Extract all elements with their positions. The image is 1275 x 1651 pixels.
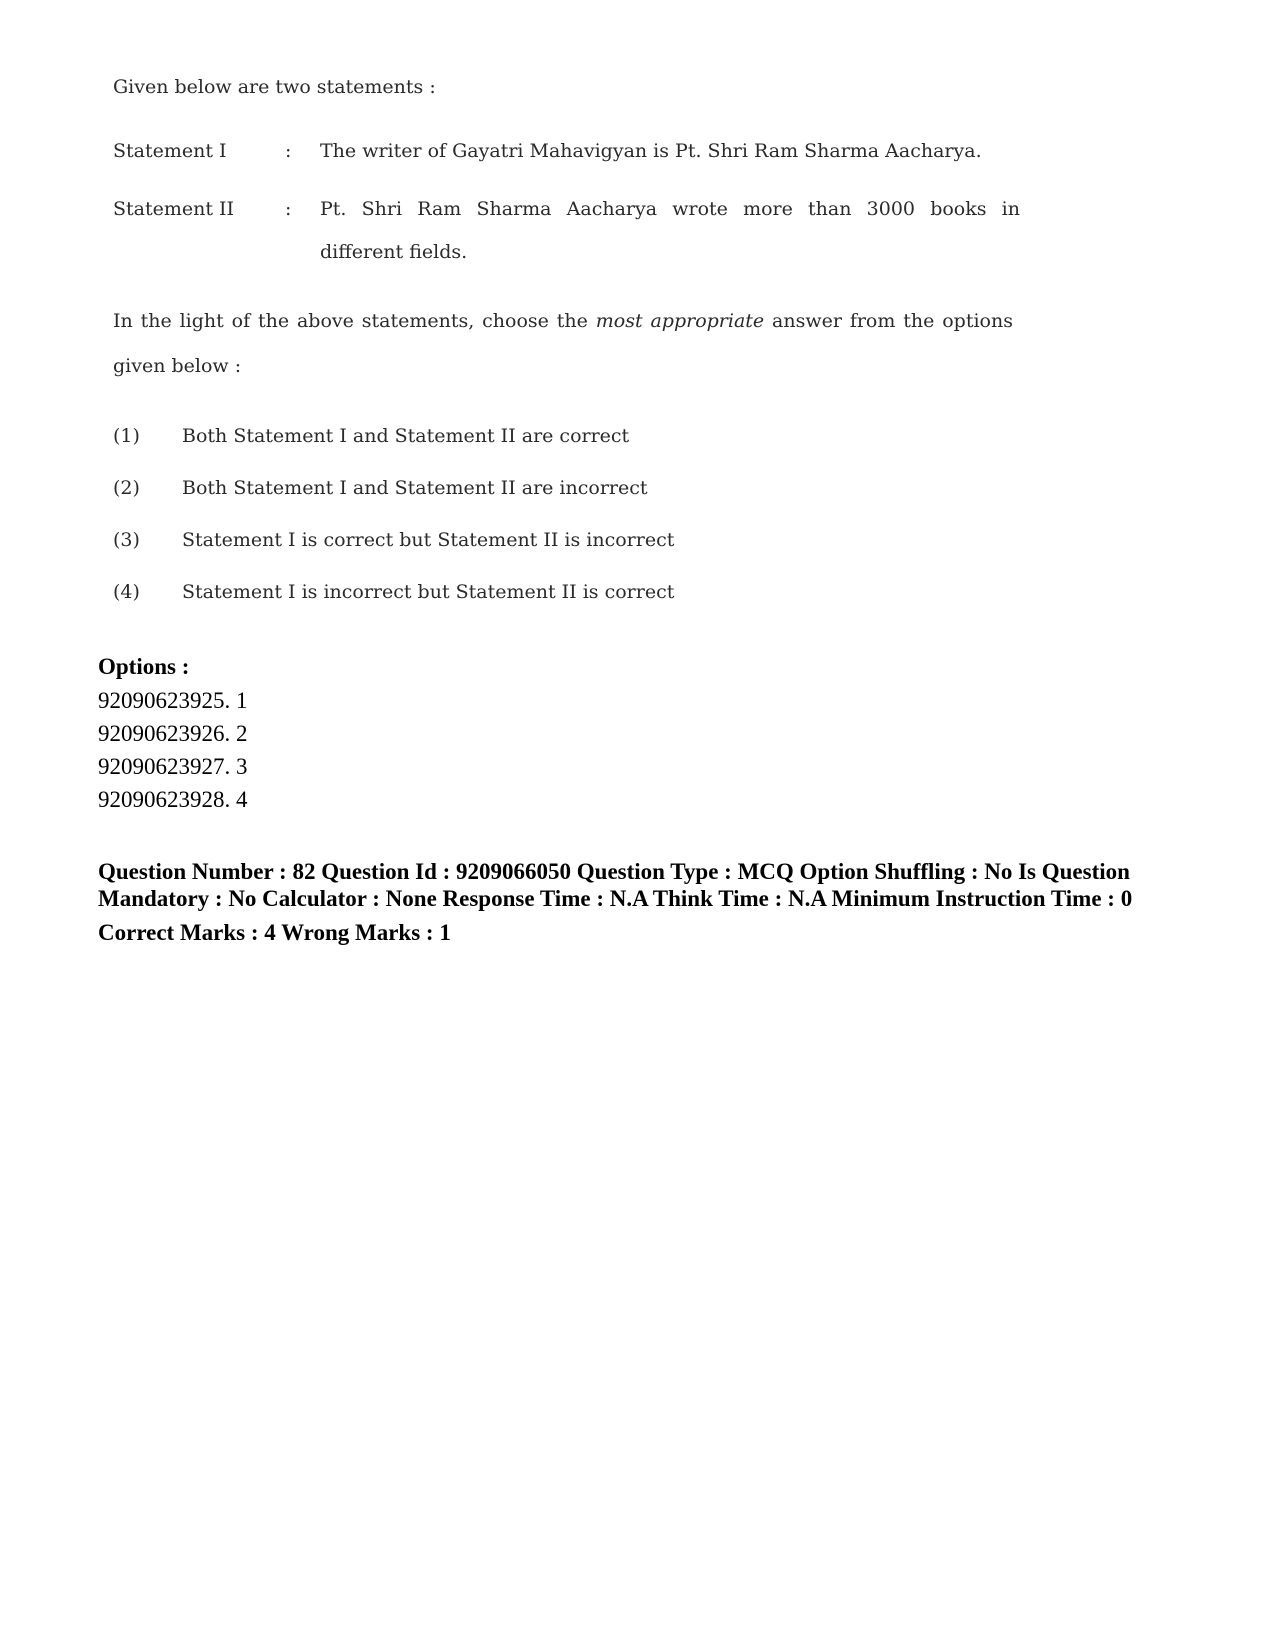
choice-4-number: (4) bbox=[113, 581, 140, 603]
choice-2-number: (2) bbox=[113, 477, 140, 499]
choice-2-text: Both Statement I and Statement II are incorrect bbox=[182, 477, 648, 499]
choice-1-number: (1) bbox=[113, 425, 140, 447]
question-intro: Given below are two statements : bbox=[113, 76, 436, 98]
statement-1-text: The writer of Gayatri Mahavigyan is Pt. Shri Ram Sharma Aacharya. bbox=[320, 140, 982, 162]
instruction-before: In the light of the above statements, choose the bbox=[113, 310, 588, 332]
instruction-line-1 bbox=[113, 310, 1013, 332]
option-id-4: 92090623928. 4 bbox=[98, 787, 248, 812]
options-heading: Options : bbox=[98, 654, 190, 679]
statement-2-text-line-1: Pt. Shri Ram Sharma Aacharya wrote more than 3000 books in bbox=[320, 198, 1020, 220]
choice-1-text: Both Statement I and Statement II are correct bbox=[182, 425, 630, 447]
option-id-1: 92090623925. 1 bbox=[98, 688, 248, 713]
choice-4-text: Statement I is incorrect but Statement II is correct bbox=[182, 581, 675, 603]
statement-2-text-line-2: different fields. bbox=[320, 241, 468, 263]
option-id-2: 92090623926. 2 bbox=[98, 721, 248, 746]
option-id-3: 92090623927. 3 bbox=[98, 754, 248, 779]
choice-3-text: Statement I is correct but Statement II is incorrect bbox=[182, 529, 675, 551]
instruction-after: answer from the options bbox=[772, 310, 1013, 332]
choice-3-number: (3) bbox=[113, 529, 140, 551]
question-info: Question Number : 82 Question Id : 9209066050 Question Type : MCQ Option Shuffling : No Is Question Mandatory : No Calculator : None Response Time : N.A Think Time : N.A Minimum Instruction Time : 0 bbox=[98, 859, 1133, 911]
instruction-line-2: given below : bbox=[113, 355, 242, 377]
statement-1-label: Statement I bbox=[113, 140, 227, 162]
marks-info: Correct Marks : 4 Wrong Marks : 1 bbox=[98, 920, 451, 945]
answer-meta-block bbox=[98, 650, 1178, 950]
statement-2-label: Statement II bbox=[113, 198, 235, 220]
instruction-emphasis: most appropriate bbox=[595, 310, 765, 332]
statement-2-colon: : bbox=[285, 198, 292, 220]
statement-1-colon: : bbox=[285, 140, 292, 162]
